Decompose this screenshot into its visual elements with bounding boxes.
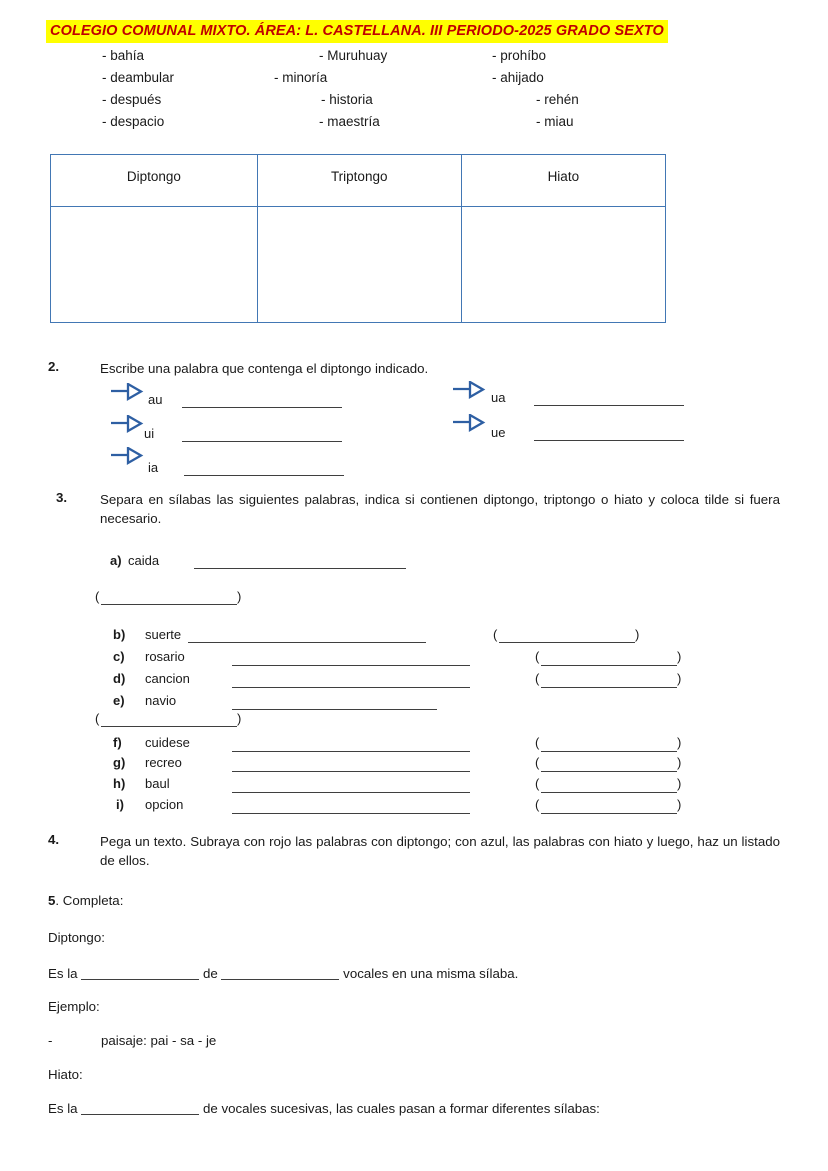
exercise3-paren-open-c: ( [535, 649, 540, 664]
exercise3-paren-open-b: ( [493, 627, 498, 642]
exercise3-paren-close-g: ) [677, 755, 682, 770]
exercise2-blank-ua[interactable] [534, 405, 684, 406]
exercise3-blank-b[interactable] [188, 642, 426, 643]
exercise3-letter-f: f) [113, 735, 122, 750]
exercise2-blank-au[interactable] [182, 407, 342, 408]
classification-table [50, 154, 666, 323]
exercise3-paren-blank-g[interactable] [541, 771, 677, 772]
table-header-triptongo: Triptongo [257, 155, 461, 207]
exercise3-paren-close-b: ) [635, 627, 640, 642]
document-title-container [46, 20, 668, 43]
word-item: - miau [536, 114, 574, 129]
exercise3-letter-h: h) [113, 776, 126, 791]
exercise3-paren-blank-c[interactable] [541, 665, 677, 666]
exercise3-letter-a: a) [110, 553, 122, 568]
word-item: - Muruhuay [319, 48, 388, 63]
exercise3-paren-open-a: ( [95, 589, 100, 604]
exercise5-example-dash: - [48, 1033, 53, 1048]
exercise3-word-caida: caida [128, 553, 160, 568]
exercise5-heading-rest: . Completa: [55, 893, 124, 908]
exercise3-letter-e: e) [113, 693, 125, 708]
exercise5-blank-hiato-1[interactable] [81, 1114, 199, 1115]
table-header-diptongo: Diptongo [51, 155, 258, 207]
exercise3-paren-close-d: ) [677, 671, 682, 686]
exercise3-word-rosario: rosario [145, 649, 185, 664]
exercise2-blank-ui[interactable] [182, 441, 342, 442]
exercise2-blank-ia[interactable] [184, 475, 344, 476]
exercise2-number: 2. [48, 359, 60, 374]
word-item: - minoría [274, 70, 328, 85]
arrow-right-icon [452, 381, 492, 399]
exercise3-blank-g[interactable] [232, 771, 470, 772]
exercise4-number: 4. [48, 832, 60, 847]
exercise5-blank-diptongo-2[interactable] [221, 979, 339, 980]
exercise3-paren-close-h: ) [677, 776, 682, 791]
exercise3-word-navio: navio [145, 693, 177, 708]
exercise3-letter-d: d) [113, 671, 126, 686]
exercise5-definition-hiato [48, 1099, 600, 1118]
exercise3-word-baul: baul [145, 776, 170, 791]
page-title: COLEGIO COMUNAL MIXTO. ÁREA: L. CASTELLANA. III PERIODO-2025 GRADO SEXTO [46, 20, 668, 43]
exercise3-letter-c: c) [113, 649, 125, 664]
word-list-row [46, 114, 786, 136]
word-item: - rehén [536, 92, 579, 107]
word-item: - deambular [102, 70, 175, 85]
word-item: - maestría [319, 114, 380, 129]
def-diptongo-part1: Es la [48, 966, 78, 981]
word-list-row [46, 70, 786, 92]
exercise3-paren-open-g: ( [535, 755, 540, 770]
exercise3-word-cuidese: cuidese [145, 735, 190, 750]
exercise3-paren-blank-d[interactable] [541, 687, 677, 688]
exercise3-blank-f[interactable] [232, 751, 470, 752]
exercise2-instruction: Escribe una palabra que contenga el diptongo indicado. [100, 361, 429, 376]
word-item: - prohíbo [492, 48, 547, 63]
exercise3-blank-a[interactable] [194, 568, 406, 569]
exercise5-label-ejemplo: Ejemplo: [48, 999, 100, 1014]
exercise4-instruction: Pega un texto. Subraya con rojo las palabras con diptongo; con azul, las palabras con hiato y luego, haz un listado de ellos. [100, 834, 780, 869]
word-list-row [46, 48, 786, 70]
exercise3-letter-i: i) [116, 797, 124, 812]
table-header-row [51, 155, 666, 207]
def-hiato-part2: de vocales sucesivas, las cuales pasan a formar diferentes sílabas: [202, 1101, 600, 1116]
exercise3-paren-open-e: ( [95, 711, 100, 726]
exercise3-paren-blank-h[interactable] [541, 792, 677, 793]
exercise2-label-ue: ue [491, 425, 506, 440]
table-header-hiato: Hiato [461, 155, 665, 207]
exercise2-label-ua: ua [491, 390, 506, 405]
exercise2-label-ia: ia [148, 460, 159, 475]
word-item: - ahijado [492, 70, 544, 85]
table-cell-hiato[interactable] [461, 207, 665, 323]
exercise3-paren-blank-a[interactable] [101, 604, 237, 605]
exercise5-label-diptongo: Diptongo: [48, 930, 105, 945]
exercise3-paren-close-e: ) [237, 711, 242, 726]
exercise5-heading [48, 891, 123, 910]
exercise3-paren-blank-e[interactable] [101, 726, 237, 727]
exercise3-word-recreo: recreo [145, 755, 182, 770]
exercise3-paren-open-h: ( [535, 776, 540, 791]
exercise3-paren-close-c: ) [677, 649, 682, 664]
exercise3-blank-e[interactable] [232, 709, 437, 710]
exercise3-paren-open-i: ( [535, 797, 540, 812]
table-cell-triptongo[interactable] [257, 207, 461, 323]
table-cell-diptongo[interactable] [51, 207, 258, 323]
word-item: - bahía [102, 48, 145, 63]
exercise3-paren-close-f: ) [677, 735, 682, 750]
word-list-row [46, 92, 786, 114]
exercise3-blank-h[interactable] [232, 792, 470, 793]
exercise2-blank-ue[interactable] [534, 440, 684, 441]
exercise3-word-opcion: opcion [145, 797, 184, 812]
arrow-right-icon [110, 447, 150, 465]
exercise3-paren-close-a: ) [237, 589, 242, 604]
exercise3-paren-blank-f[interactable] [541, 751, 677, 752]
exercise3-word-suerte: suerte [145, 627, 182, 642]
exercise3-paren-blank-i[interactable] [541, 813, 677, 814]
exercise5-label-hiato: Hiato: [48, 1067, 83, 1082]
exercise5-blank-diptongo-1[interactable] [81, 979, 199, 980]
exercise3-letter-b: b) [113, 627, 126, 642]
exercise5-example-text: paisaje: pai - sa - je [101, 1033, 217, 1048]
exercise3-blank-d[interactable] [232, 687, 470, 688]
exercise3-blank-c[interactable] [232, 665, 470, 666]
exercise3-paren-open-d: ( [535, 671, 540, 686]
exercise2-label-au: au [148, 392, 163, 407]
arrow-right-icon [452, 414, 492, 432]
word-item: - despacio [102, 114, 165, 129]
exercise3-blank-i[interactable] [232, 813, 470, 814]
exercise5-number: 5 [48, 893, 56, 908]
exercise3-number: 3. [56, 490, 68, 505]
exercise3-word-cancion: cancion [145, 671, 190, 686]
exercise3-paren-blank-b[interactable] [499, 642, 635, 643]
exercise3-paren-close-i: ) [677, 797, 682, 812]
exercise3-letter-g: g) [113, 755, 126, 770]
def-diptongo-part2: de [202, 966, 218, 981]
exercise2-label-ui: ui [144, 426, 155, 441]
table-row [51, 207, 666, 323]
def-diptongo-part3: vocales en una misma sílaba. [343, 966, 519, 981]
word-item: - después [102, 92, 162, 107]
exercise5-definition-diptongo [48, 964, 518, 983]
exercise3-paren-open-f: ( [535, 735, 540, 750]
word-item: - historia [321, 92, 373, 107]
def-hiato-part1: Es la [48, 1101, 78, 1116]
word-list [46, 48, 786, 136]
arrow-right-icon [110, 383, 150, 401]
exercise3-instruction: Separa en sílabas las siguientes palabras, indica si contienen diptongo, triptongo o hiato y coloca tilde si fuera necesario. [100, 492, 780, 527]
